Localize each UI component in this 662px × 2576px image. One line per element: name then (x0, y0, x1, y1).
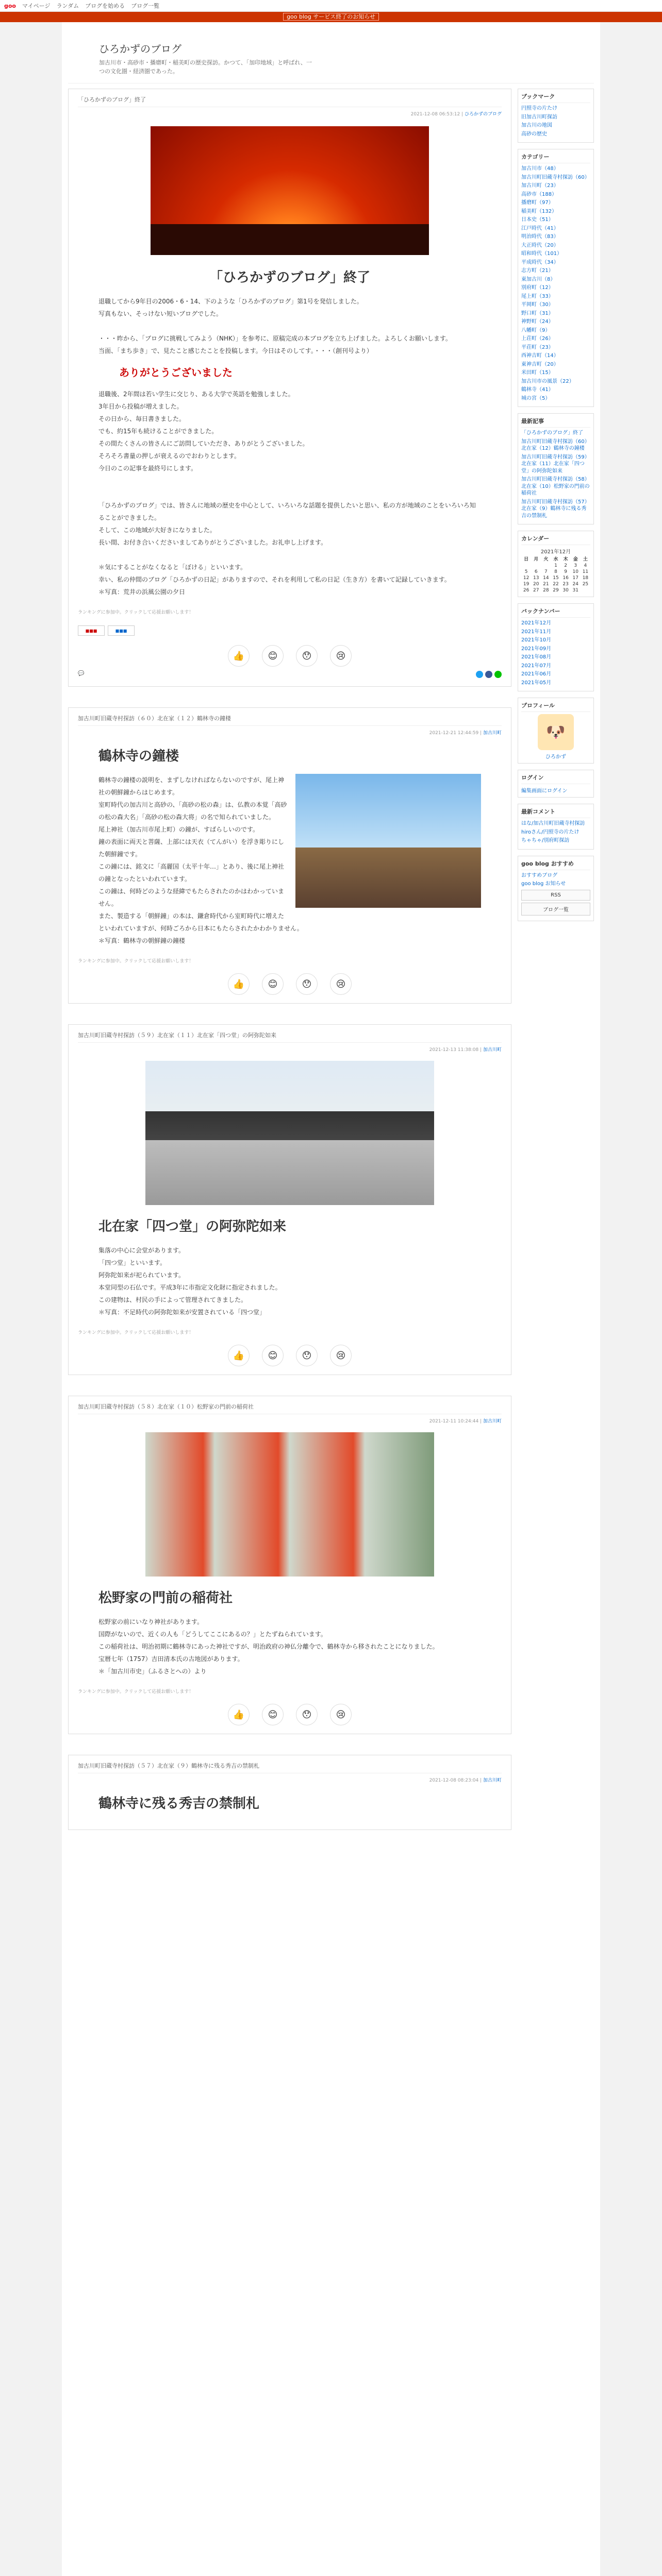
entry-date-text: 2021-12-11 10:24:44 (429, 1419, 479, 1424)
blog-title[interactable]: ひろかずのブログ (99, 43, 181, 55)
archive-link[interactable]: 2021年07月 (521, 663, 552, 669)
main-column (68, 89, 511, 1851)
ranking-text: ランキングに参加中。クリックして応援お願いします！ (78, 1689, 194, 1694)
sidebar-archive (518, 603, 594, 691)
reaction-button[interactable]: 👍 (228, 973, 250, 995)
reaction-button[interactable]: 😯 (296, 645, 318, 667)
category-link[interactable]: 昭和時代（101） (521, 251, 562, 257)
entry-title: 「ひろかずのブログ」終了 (209, 270, 370, 285)
entry-paragraph: 集落の中心に会堂があります。 (98, 1247, 185, 1254)
ranking-area (78, 608, 502, 615)
bookmark-link[interactable]: 旧加古川町探訪 (521, 114, 557, 120)
category-link[interactable]: 平成時代（34） (521, 259, 559, 265)
category-link[interactable]: 城の宮（5） (521, 395, 551, 401)
calendar-day[interactable]: 11 (582, 569, 589, 574)
bookmark-link[interactable]: 加古川の地図 (521, 123, 552, 128)
comment-link[interactable]: ちゃちゃ/別府町探訪 (521, 838, 570, 843)
entry-category[interactable]: 加古川町 (483, 1419, 502, 1424)
reaction-button[interactable]: 😢 (330, 645, 352, 667)
category-link[interactable]: 明治時代（83） (521, 234, 559, 240)
blog-wrapper (62, 22, 600, 2576)
category-link[interactable]: 平岡町（30） (521, 302, 554, 308)
entry-paragraph: 幸い、私の仲間のブログ「ひろかずの日記」がありますので、それを利用して私の日記（生き方）を書いて記録していきます。 (98, 576, 451, 583)
entry-date-text: 2021-12-21 12:44:59 (429, 731, 479, 736)
calendar-table (521, 555, 590, 594)
content-columns (68, 83, 594, 1851)
entry-paragraph: この建物は、村民の手によって管理されてきました。 (98, 1296, 247, 1303)
facebook-share-icon[interactable] (485, 671, 492, 678)
archive-link[interactable]: 2021年10月 (521, 637, 552, 643)
topbar-link-list[interactable]: ブログ一覧 (131, 3, 160, 9)
category-link[interactable]: 日本史（51） (521, 217, 554, 223)
entry-date-text: 2021-12-13 11:38:08 (429, 1047, 479, 1053)
entry-paragraph: ＊気にすることがなくなると「ぼける」といいます。 (98, 564, 247, 571)
entry-paragraph: でも、約15年も続けることができました。 (98, 428, 218, 435)
goo-link[interactable]: goo blog お知らせ (521, 881, 566, 887)
calendar-day[interactable]: 3 (574, 563, 577, 568)
comment-link-icon[interactable]: 💬 (78, 671, 85, 676)
category-link[interactable]: 西神吉町（14） (521, 353, 559, 359)
service-end-notice-link[interactable]: goo blog サービス終了のお知らせ (283, 13, 379, 21)
calendar-day[interactable]: 19 (523, 582, 529, 587)
calendar-weekday: 火 (543, 557, 549, 562)
category-link[interactable]: 加古川市（48） (521, 166, 559, 172)
entry-paragraph: 退職後、2年間は若い学生に交じり、ある大学で英語を勉強しました。 (98, 391, 294, 398)
ranking-area (78, 1688, 502, 1694)
entry-subtitle: ありがとうございました (119, 366, 233, 379)
calendar-day[interactable]: 7 (544, 569, 548, 574)
recent-post-link[interactable]: 「ひろかずのブログ」終了 (521, 430, 583, 436)
category-link[interactable]: 神野町（24） (521, 319, 554, 325)
reaction-button[interactable]: 😯 (296, 973, 318, 995)
ranking-badges (78, 625, 502, 636)
reaction-button[interactable]: 😢 (330, 1704, 352, 1725)
calendar-day[interactable]: 10 (572, 569, 578, 574)
calendar-day[interactable]: 18 (582, 575, 589, 581)
topbar-link-mypage[interactable]: マイページ (22, 3, 51, 9)
category-link[interactable]: 高砂市（188） (521, 191, 557, 197)
entry-paragraph: 松野家の前にいなり神社があります。 (98, 1618, 204, 1625)
calendar-weekday: 月 (534, 557, 539, 562)
reaction-button[interactable]: 👍 (228, 1345, 250, 1366)
entry-body (78, 1213, 502, 1318)
avatar: 🐶 (538, 714, 574, 750)
entry-date: 2021-12-08 08:23:04 | 加古川町 (429, 1778, 502, 1783)
sidebar-bookmark (518, 89, 594, 143)
line-share-icon[interactable] (494, 671, 502, 678)
share-buttons (476, 671, 502, 678)
twitter-share-icon[interactable] (476, 671, 483, 678)
calendar-day[interactable]: 15 (553, 575, 559, 581)
sidebar-category (518, 149, 594, 407)
sidebar-recent (518, 413, 594, 524)
category-link[interactable]: 大正時代（20） (521, 242, 559, 248)
entry-paragraph: その日から、毎日書きました。 (98, 415, 186, 422)
entry-paragraph: また、製造する「朝鮮鐘」の本は、鎌倉時代から室町時代に増えたといわれていますが、何時ごろから日本にもたらされたかわかりません。 (98, 912, 303, 932)
entry-paragraph: 宝暦七年（1757）吉田清本氏の古地図があります。 (98, 1655, 244, 1663)
sidebar-comments-title: 最新コメント (521, 807, 590, 818)
calendar-day[interactable]: 25 (582, 582, 589, 587)
recent-post-link[interactable]: 加古川町旧蔵寺村探訪（57）北在家（9）鶴林寺に残る秀吉の禁制札 (521, 499, 590, 519)
ranking-badge[interactable]: ■■■ (108, 625, 135, 636)
entry-date: 2021-12-21 12:44:59 | 加古川町 (429, 731, 502, 736)
calendar-day[interactable]: 17 (572, 575, 578, 581)
archive-link[interactable]: 2021年12月 (521, 620, 552, 626)
entry-paragraph: そして、この地域が大好きになりました。 (98, 527, 216, 534)
entry-paragraph: その間たくさんの皆さんにご訪問していただき、ありがとうございました。 (98, 440, 309, 447)
calendar-weekday: 金 (573, 557, 578, 562)
entry-heading[interactable]: 加古川町旧蔵寺村探訪（６０）北在家（１２）鶴林寺の鐘楼 (78, 715, 231, 722)
entry-yotsudo (68, 1024, 511, 1375)
comment-link[interactable]: hiroさん/円照寺の片たけ (521, 829, 580, 835)
blog-list-button[interactable]: ブログ一覧 (521, 903, 590, 916)
entry-category[interactable]: 加古川町 (483, 731, 502, 736)
entry-final (68, 89, 511, 687)
entry-category[interactable]: 加古川町 (483, 1047, 502, 1053)
category-link[interactable]: 東加古川（8） (521, 276, 556, 282)
bell-tower-photo (295, 774, 481, 908)
entry-title: 北在家「四つ堂」の阿弥陀如来 (98, 1219, 287, 1234)
recent-post-link[interactable]: 加古川町旧蔵寺村探訪（59）北在家（11）北在家「四つ堂」の阿弥陀如来 (521, 454, 590, 474)
calendar-day[interactable]: 24 (572, 582, 578, 587)
reaction-buttons (78, 1345, 502, 1366)
entry-paragraph: この鐘には、銘文に「高麗国（太平十年…」とあり、後に尾上神社の鐘となったといわれています。 (98, 863, 285, 883)
sidebar-goo (518, 856, 594, 921)
calendar-day (521, 563, 531, 569)
entry-paragraph: 室町時代の加古川と高砂の、「高砂の松の森」は、仏教の本覚「高砂の松の森大名」「高砂の松の森大将」の名で知られていました。 (98, 801, 287, 821)
entry-paragraph: この鐘は、何時どのような経緯でもたらされたのかはわかっていません。 (98, 888, 285, 907)
reaction-button[interactable]: 😯 (296, 1345, 318, 1366)
calendar-day[interactable]: 27 (533, 588, 539, 593)
calendar-day[interactable]: 2 (564, 563, 567, 568)
entry-paragraph: ＊写真：荒井の浜風公園の夕日 (98, 588, 186, 596)
category-link[interactable]: 別府町（12） (521, 285, 554, 291)
rss-button[interactable]: RSS (521, 890, 590, 901)
goo-link[interactable]: おすすめブログ (521, 872, 558, 878)
entry-paragraph: ＊写真：鶴林寺の朝鮮鐘の鐘楼 (98, 937, 186, 944)
sidebar-comments (518, 804, 594, 850)
entry-body (78, 743, 502, 947)
calendar-day[interactable]: 4 (584, 563, 587, 568)
entry-title: 松野家の門前の稲荷社 (98, 1590, 233, 1606)
archive-link[interactable]: 2021年11月 (521, 629, 552, 635)
calendar-day[interactable]: 29 (553, 588, 559, 593)
sidebar-login-title: ログイン (521, 773, 590, 784)
sidebar-calendar-title: カレンダー (521, 534, 590, 545)
entry-header (78, 95, 502, 107)
category-link[interactable]: 江戸時代（41） (521, 225, 559, 231)
sidebar-profile (518, 698, 594, 764)
entry-body (78, 1585, 502, 1677)
sidebar-bookmark-title: ブックマーク (521, 92, 590, 103)
sidebar (518, 89, 594, 1851)
calendar-day[interactable]: 12 (523, 575, 529, 581)
entry-footer (78, 671, 502, 678)
entry-paragraph: 退職してから9年目の2006・6・14、下のような「ひろかずのブログ」第1号を発信しました。 (98, 298, 363, 305)
archive-link[interactable]: 2021年09月 (521, 646, 552, 652)
entry-date: 2021-12-13 11:38:08 | 加古川町 (429, 1047, 502, 1053)
reaction-button[interactable]: 👍 (228, 1704, 250, 1725)
topbar-link-start[interactable]: ブログを始める (85, 3, 125, 9)
archive-link[interactable]: 2021年06月 (521, 671, 552, 677)
calendar-day[interactable]: 13 (533, 575, 539, 581)
entry-paragraph: 3年目から投稿が増えました。 (98, 403, 183, 410)
sidebar-calendar (518, 531, 594, 597)
calendar-day[interactable]: 9 (564, 569, 567, 574)
category-link[interactable]: 上荘町（26） (521, 336, 554, 342)
temple-photo (145, 1061, 434, 1205)
entry-date: 2021-12-11 10:24:44 | 加古川町 (429, 1419, 502, 1424)
category-link[interactable]: 加古川市の風景（22） (521, 378, 574, 384)
service-end-notice (0, 12, 662, 22)
calendar-day[interactable]: 20 (533, 582, 539, 587)
entry-paragraph: 写真もない、そっけない短いブログでした。 (98, 310, 223, 317)
category-link[interactable]: 志方町（21） (521, 268, 554, 274)
entry-paragraph: 「ひろかずのブログ」では、皆さんに地域の歴史を中心として、いろいろな話題を提供したいと思い、私の方が地域のことをいろいろ知ることができました。 (98, 502, 476, 521)
reaction-button[interactable]: 😢 (330, 973, 352, 995)
blog-description: 加古川市・高砂市・播磨町・稲美町の歴史探訪。かつて、「加印地域」と呼ばれ、一つの文化圏・経済圏であった。 (99, 59, 312, 75)
archive-link[interactable]: 2021年08月 (521, 654, 552, 660)
sidebar-goo-title: goo blog おすすめ (521, 859, 590, 870)
calendar-day[interactable]: 5 (524, 569, 528, 574)
entry-paragraph: この稲荷社は、明治初期に鶴林寺にあった神社ですが、明治政府の神仏分離令で、鶴林寺から移されたことになりました。 (98, 1643, 439, 1650)
entry-paragraph: 本堂同型の石仏です。平成3年に市指定文化財に指定されました。 (98, 1284, 282, 1291)
calendar-day (531, 563, 541, 569)
category-link[interactable]: 尾上町（33） (521, 293, 554, 299)
entry-paragraph: 長い間、お付き合いくださいましてありがとうございました。お礼申し上げます。 (98, 539, 327, 546)
bookmark-link[interactable]: 円照寺の片たけ (521, 106, 557, 111)
reaction-button[interactable]: 😯 (296, 1704, 318, 1725)
entry-shoro (68, 707, 511, 1004)
reaction-buttons (78, 645, 502, 667)
entry-paragraph: 当面、「まち歩き」で、見たこと感じたことを投稿します。今日はそのしてす。・・・（創刊号より） (98, 347, 373, 354)
entry-heading[interactable]: 加古川町旧蔵寺村探訪（５７）北在家（９）鶴林寺に残る秀吉の禁制札 (78, 1762, 259, 1769)
entry-header (78, 714, 502, 726)
reaction-buttons (78, 973, 502, 995)
bookmark-link[interactable]: 高砂の歴史 (521, 131, 547, 137)
ranking-area (78, 957, 502, 964)
entry-date-text: 2021-12-08 06:53:12 (410, 112, 460, 117)
blog-header (68, 22, 594, 83)
entry-header (78, 1402, 502, 1414)
entry-header (78, 1761, 502, 1773)
calendar-day[interactable]: 28 (543, 588, 549, 593)
calendar-month: 2021年12月 (540, 549, 571, 555)
ranking-badge[interactable]: ■■■ (78, 625, 105, 636)
entry-paragraph: そろそろ書量の押しが衰えるのでおわりとします。 (98, 452, 241, 460)
entry-category[interactable]: 加古川町 (483, 1778, 502, 1783)
entry-paragraph: 今日のこの記事を最終号にします。 (98, 465, 197, 472)
entry-paragraph: 「四つ堂」といいます。 (98, 1259, 167, 1266)
entry-paragraph: ＊写真：不足時代の阿弥陀如来が安置されている「四つ堂」 (98, 1309, 266, 1316)
entry-header (78, 1031, 502, 1043)
category-link[interactable]: 加古川町（23） (521, 183, 559, 189)
ranking-text: ランキングに参加中。クリックして応援お願いします！ (78, 959, 194, 964)
calendar-weekday: 土 (583, 557, 588, 562)
entry-heading[interactable]: 「ひろかずのブログ」終了 (78, 96, 146, 103)
entry-title: 鶴林寺の鐘楼 (98, 749, 179, 764)
entry-heading[interactable]: 加古川町旧蔵寺村探訪（５８）北在家（１０）松野家の門前の稲荷社 (78, 1403, 254, 1410)
sidebar-recent-title: 最新記事 (521, 417, 590, 428)
sidebar-profile-title: プロフィール (521, 701, 590, 712)
calendar-weekday: 木 (563, 557, 568, 562)
calendar-day[interactable]: 31 (572, 588, 578, 593)
calendar-day[interactable]: 16 (562, 575, 569, 581)
calendar-day (581, 587, 590, 594)
sidebar-login (518, 770, 594, 798)
reaction-button[interactable]: 😊 (262, 1345, 284, 1366)
entry-heading[interactable]: 加古川町旧蔵寺村探訪（５９）北在家（１１）北在家「四つ堂」の阿弥陀如来 (78, 1032, 276, 1039)
category-link[interactable]: 加古川町旧蔵寺村探訪（60） (521, 174, 590, 180)
entry-date-text: 2021-12-08 08:23:04 (429, 1778, 479, 1783)
goo-logo[interactable]: goo (4, 2, 16, 9)
calendar-day[interactable]: 23 (562, 582, 569, 587)
profile-name[interactable]: ひろかず (545, 754, 566, 760)
entry-paragraph: ・・・昨から、「ブログに挑戦してみよう（NHK）」を参考に、原稿完成の本ブログを立ち上げました。よろしくお願いします。 (98, 335, 452, 342)
top-navigation-bar (0, 0, 662, 12)
category-link[interactable]: 稲美町（132） (521, 208, 557, 214)
category-link[interactable]: 鶴林寺（41） (521, 387, 554, 393)
entry-category[interactable]: ひろかずのブログ (464, 112, 502, 117)
entry-paragraph: 鶴林寺の鐘楼の説明を、まずしなければならないのですが、尾上神社の朝鮮鐘からはじめます。 (98, 776, 285, 796)
calendar-day[interactable]: 8 (554, 569, 557, 574)
calendar-day[interactable]: 26 (523, 588, 529, 593)
recent-post-link[interactable]: 加古川町旧蔵寺村探訪（60）北在家（12）鶴林寺の鐘楼 (521, 438, 590, 451)
calendar-day (541, 563, 551, 569)
ranking-text: ランキングに参加中。クリックして応援お願いします！ (78, 1330, 194, 1335)
reaction-buttons (78, 1704, 502, 1725)
category-link[interactable]: 八幡町（9） (521, 327, 551, 333)
entry-body (78, 1790, 502, 1817)
entry-paragraph: 阿弥陀如来が祀られています。 (98, 1272, 185, 1279)
calendar-day[interactable]: 14 (543, 575, 549, 581)
entry-paragraph: 尾上神社（加古川市尾上町）の鐘が、すばらしいのです。 (98, 826, 259, 833)
reaction-button[interactable]: 👍 (228, 645, 250, 667)
entry-paragraph: 鐘の表面に両天と菩薩、上部には天衣（てんがい）を浮き彫りにした朝鮮鐘です。 (98, 838, 285, 858)
category-link[interactable]: 平荘町（23） (521, 344, 554, 350)
ranking-area (78, 1329, 502, 1335)
sidebar-archive-title: バックナンバー (521, 607, 590, 618)
category-link[interactable]: 米田町（15） (521, 370, 554, 376)
torii-photo (145, 1432, 434, 1577)
entry-date: 2021-12-08 06:53:12 | ひろかずのブログ (410, 112, 502, 117)
category-link[interactable]: 野口町（31） (521, 310, 554, 316)
category-link[interactable]: 東神吉町（20） (521, 361, 559, 367)
archive-link[interactable]: 2021年05月 (521, 680, 552, 686)
login-link[interactable]: 編集画面にログイン (521, 788, 568, 794)
calendar-day[interactable]: 1 (554, 563, 557, 568)
calendar-day[interactable]: 21 (543, 582, 549, 587)
calendar-day[interactable]: 30 (562, 588, 569, 593)
entry-paragraph: 国際がないので、近くの人も「どうしてここにあるの？」とたずねられています。 (98, 1631, 327, 1638)
entry-seisatsu (68, 1755, 511, 1830)
reaction-button[interactable]: 😢 (330, 1345, 352, 1366)
reaction-button[interactable]: 😊 (262, 1704, 284, 1725)
calendar-weekday: 水 (553, 557, 558, 562)
reaction-button[interactable]: 😊 (262, 973, 284, 995)
entry-inari (68, 1396, 511, 1734)
ranking-text: ランキングに参加中。クリックして応援お願いします！ (78, 610, 194, 615)
reaction-button[interactable]: 😊 (262, 645, 284, 667)
comment-link[interactable]: はな/加古川町旧蔵寺村探訪 (521, 821, 585, 826)
topbar-link-random[interactable]: ランダム (56, 3, 79, 9)
sunset-photo (151, 126, 429, 255)
entry-title: 鶴林寺に残る秀吉の禁制札 (98, 1796, 260, 1811)
category-link[interactable]: 播磨町（97） (521, 200, 554, 206)
recent-post-link[interactable]: 加古川町旧蔵寺村探訪（58）北在家（10）松野家の門前の稲荷社 (521, 477, 590, 496)
calendar-day[interactable]: 22 (553, 582, 559, 587)
calendar-weekday: 日 (524, 557, 529, 562)
entry-body (78, 264, 502, 598)
entry-paragraph: ＊「加古川市史」（ふるさとへの）より (98, 1668, 207, 1675)
sidebar-category-title: カテゴリー (521, 152, 590, 163)
calendar-day[interactable]: 6 (534, 569, 538, 574)
